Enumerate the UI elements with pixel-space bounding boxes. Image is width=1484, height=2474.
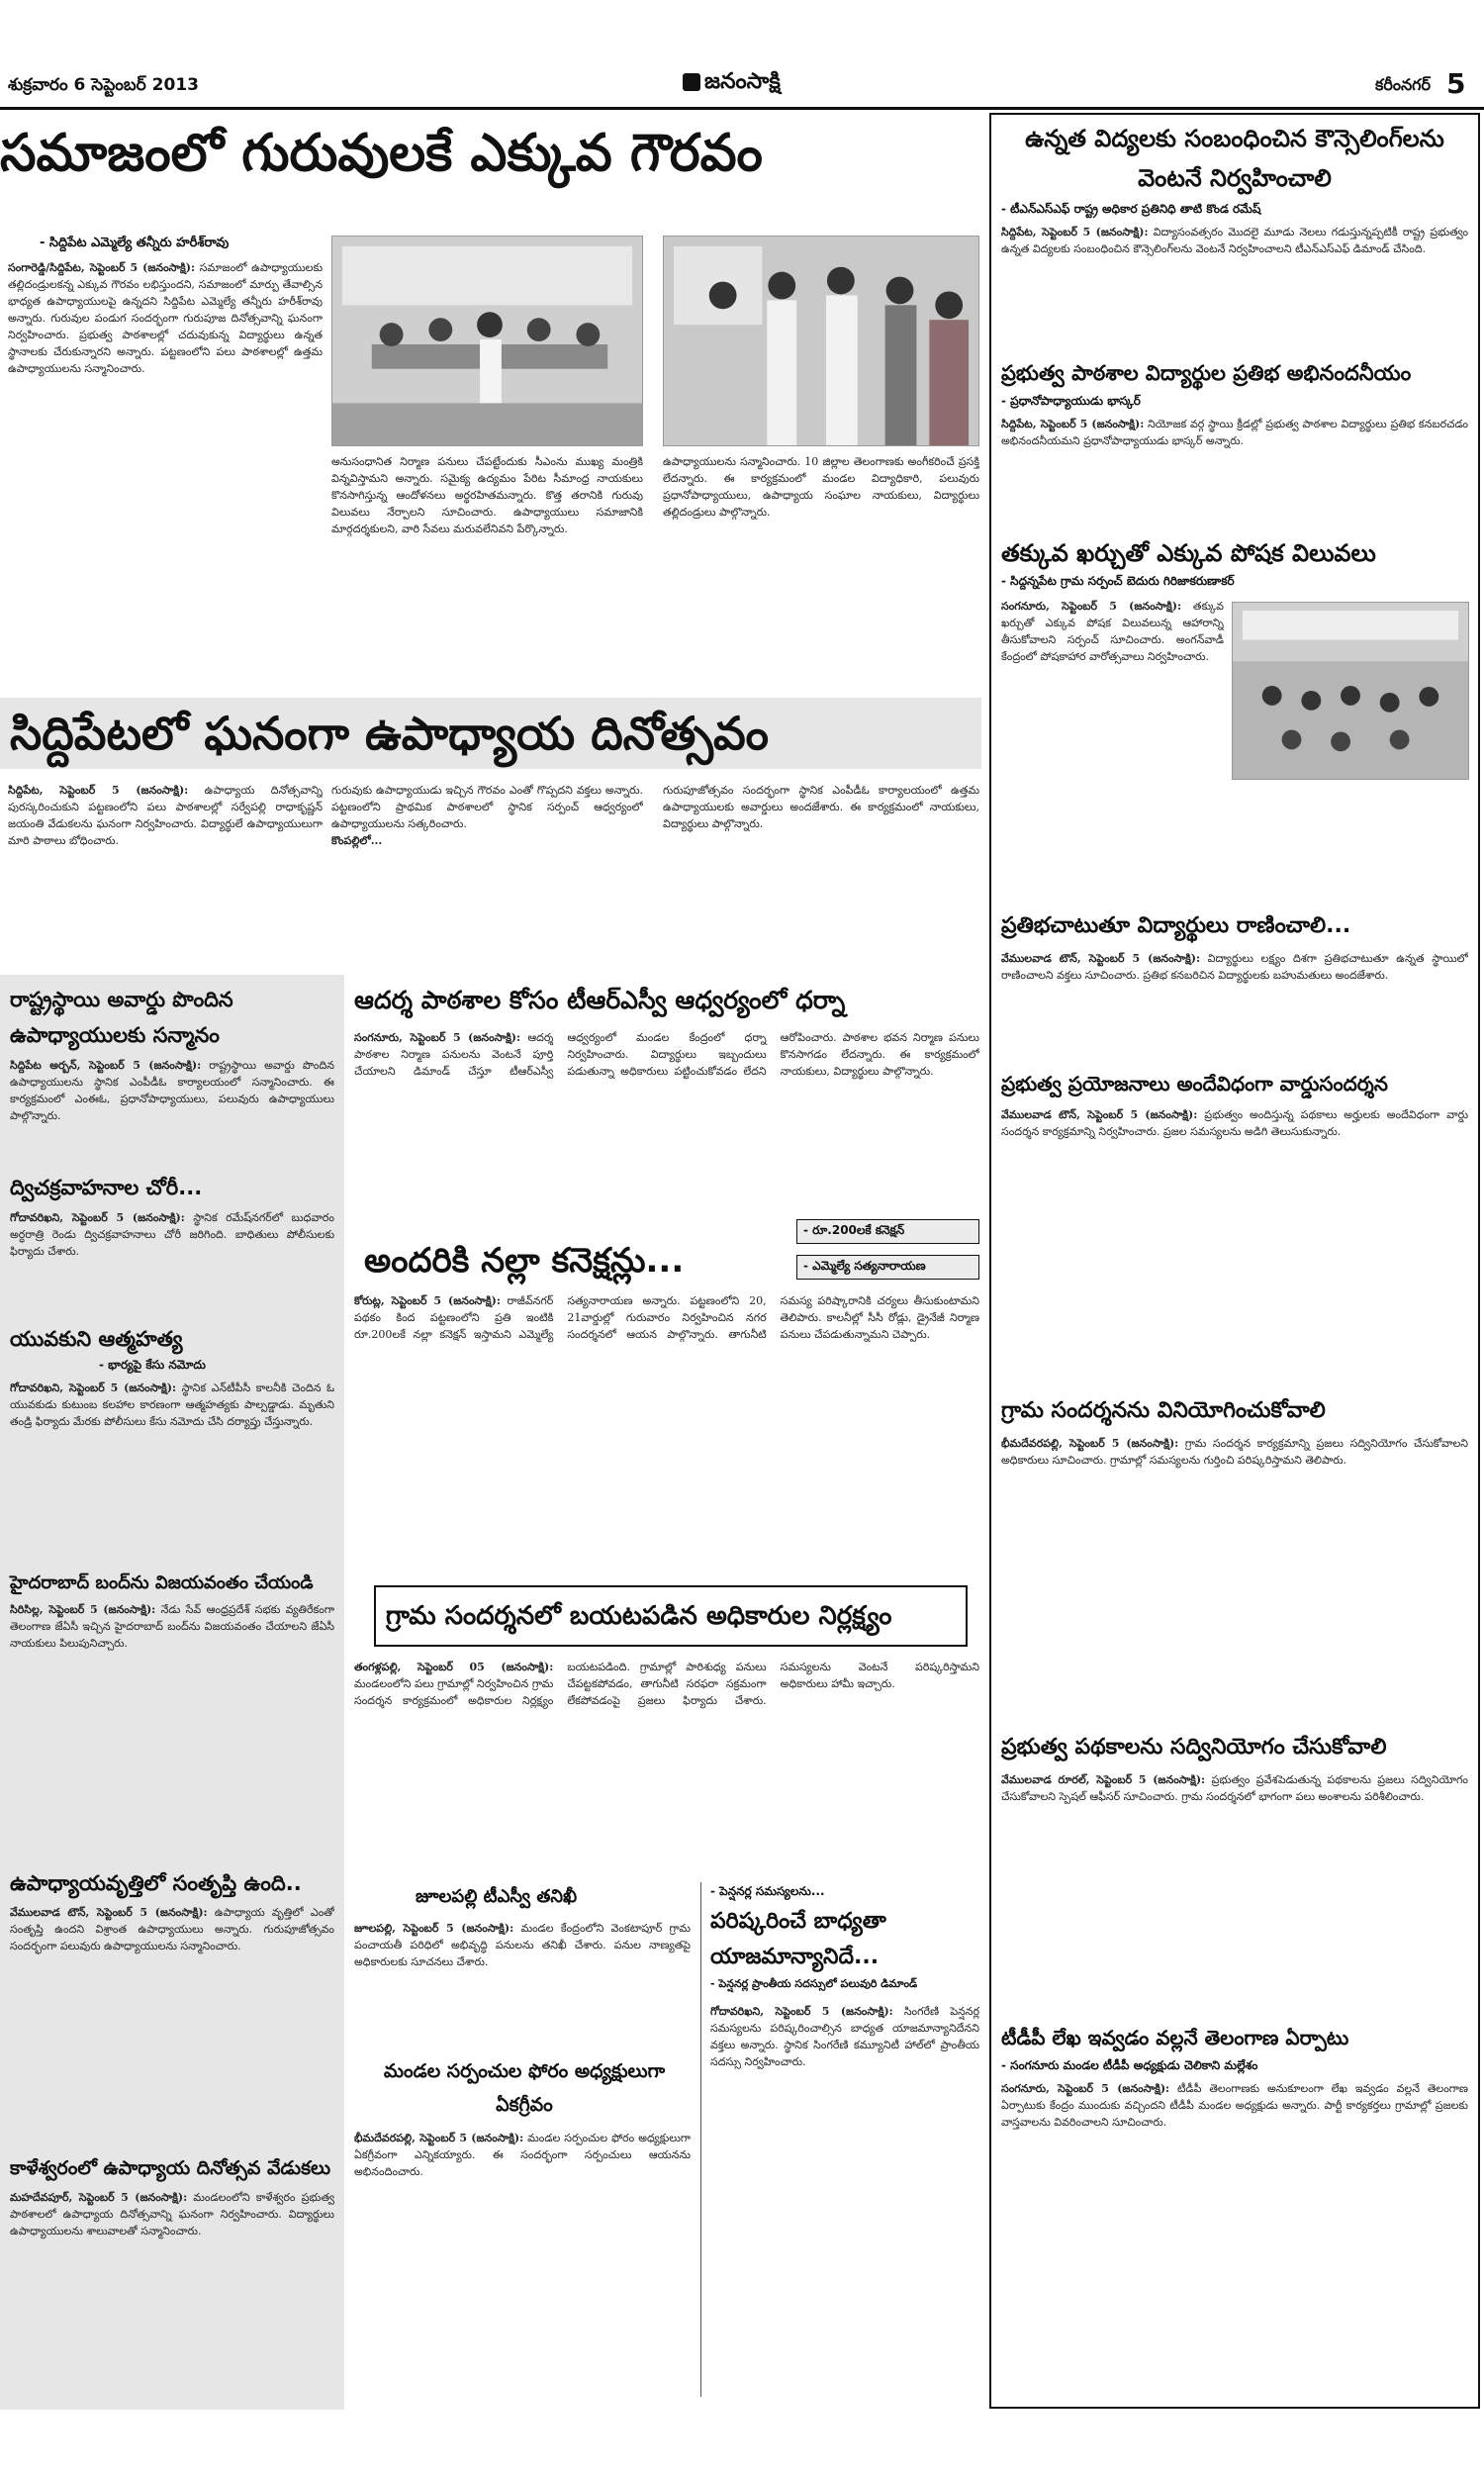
right-s2-body: నియోజక వర్గ స్థాయి క్రీడల్లో ప్రభుత్వ పాఠశాల విద్యార్థులు ప్రతిభ కనబరచడం అభినందనీయమని ప్రధానోపాధ్యాయుడు భాస్కర్ అన్నారు. xyxy=(1001,418,1468,448)
siddipet-body-col1: ఉపాధ్యాయ దినోత్సవాన్ని పురస్కరించుకుని పట్టణంలోని పలు పాఠశాలల్లో సర్వేపల్లి రాధాకృష్ణన్ జయంతి వేడుకలను ఘనంగా నిర్వహించారు. విద్యార్థులే ఉపాధ్యాయులుగా మారి పాఠాలు బోధించారు. xyxy=(8,784,323,848)
left-s6-body: మండలంలోని కాళేశ్వరం ప్రభుత్వ పాఠశాలలో ఉపాధ్యాయ దినోత్సవాన్ని ఘనంగా నిర్వహించారు. విద్యార్థులు ఉపాధ్యాయులను శాలువాలతో సన్మానించారు. xyxy=(10,2191,334,2238)
right-s8-body: టీడీపీ తెలంగాణకు అనుకూలంగా లేఖ ఇవ్వడం వల్లనే తెలంగాణ ఏర్పాటుకు కేంద్రం ముందుకు వచ్చిందని టీడీపీ మండల అధ్యక్షుడు అన్నారు. పార్టీ కార్యకర్తలు గ్రామాల్లో ప్రజలకు వాస్తవాలను వివరించాలని సూచించారు. xyxy=(1001,2082,1468,2130)
right-s3-body: తక్కువ ఖర్చుతో ఎక్కువ పోషక విలువలున్న ఆహారాన్ని తీసుకోవాలని సర్పంచ్ సూచించారు. అంగన్‌వాడీ కేంద్రంలో పోషకాహార వారోత్సవాలు నిర్వహించారు. xyxy=(1001,600,1224,664)
right-s1-byline: - టీఎన్ఎస్ఎఫ్ రాష్ట్ర అధికార ప్రతినిధి తాటి కొండ రమేష్ xyxy=(1001,202,1261,216)
nalla-dateline: కోరుట్ల, సెప్టెంబర్ 5 (జనంసాక్షి): xyxy=(354,1294,501,1307)
bm-s3-headline: పరిష్కరించే బాధ్యతా యాజమాన్యానిదే... xyxy=(710,1909,886,1969)
page-number: 5 xyxy=(1446,67,1466,100)
bm-s2-dateline: భీమదేవరపల్లి, సెప్టెంబర్ 5 (జనంసాక్షి): xyxy=(354,2132,524,2144)
right-s6-headline: గ్రామ సందర్శనను వినియోగించుకోవాలి xyxy=(1001,1398,1326,1423)
right-s3-dateline: సంగనూరు, సెప్టెంబర్ 5 (జనంసాక్షి): xyxy=(1001,600,1182,613)
bm-s3-kicker: - పెన్షనర్ల సమస్యలను... xyxy=(710,1884,825,1898)
dharna-dateline: సంగనూరు, సెప్టెంబర్ 5 (జనంసాక్షి): xyxy=(354,1031,521,1044)
left-s1-headline: రాష్ట్రస్థాయి అవార్డు పొందిన ఉపాధ్యాయులకు సన్మానం xyxy=(10,988,233,1047)
lead-body-col2: అనుసంధానిత నిర్మాణ పనులు చేపట్టేందుకు సీఎంను ముఖ్య మంత్రికి విన్నవిస్తామని అన్నారు. సమైక్య ఉద్యమం పేరిట సీమాంధ్ర నాయకులు కొనసాగిస్తున్న ఆందోళనలు అర్థరహితమన్నారు. కొత్త తరానికి గురువు విలువలు నేర్పాలని సూచించారు. ఉపాధ్యాయులు సమాజానికి మార్గదర్శకులని, వారి సేవలు మరువలేనివని పేర్కొన్నారు. xyxy=(331,455,643,536)
right-s3-photo xyxy=(1232,602,1469,780)
right-s6-body: గ్రామ సందర్శన కార్యక్రమాన్ని ప్రజలు సద్వినియోగం చేసుకోవాలని అధికారులు సూచించారు. గ్రామాల్లో సమస్యలను గుర్తించి పరిష్కరిస్తామని తెలిపారు. xyxy=(1001,1437,1468,1468)
right-s3-byline: - సిద్దన్నపేట గ్రామ సర్పంచ్ బెదురు గిరిజాకరుణాకర్ xyxy=(1001,574,1235,588)
right-s3-headline: తక్కువ ఖర్చుతో ఎక్కువ పోషక విలువలు xyxy=(1001,539,1376,567)
grama-headline: గ్రామ సందర్శనలో బయటపడిన అధికారుల నిర్లక్ష్యం xyxy=(386,1601,892,1631)
paper-logo xyxy=(683,69,781,99)
nalla-headline: అందరికి నల్లా కనెక్షన్లు... xyxy=(364,1241,685,1281)
bm-s3-byline: - పెన్షనర్ల ప్రాంతీయ సదస్సులో పలువురి డిమాండ్ xyxy=(710,1977,918,1990)
left-s3-byline: - భార్యపై కేసు నమోదు xyxy=(99,1358,206,1372)
bm-s1-headline: జూలపల్లి టీఎస్వీ తనిఖీ xyxy=(416,1886,578,1907)
lead-byline: - సిద్దిపేట ఎమ్మెల్యే తన్నీరు హరీశ్‌రావు xyxy=(40,236,230,250)
left-s2-headline: ద్విచక్రవాహనాల చోరీ... xyxy=(10,1176,203,1199)
left-s1-dateline: సిద్దిపేట అర్బన్, సెప్టెంబర్ 5 (జనంసాక్షి): xyxy=(10,1059,202,1072)
siddipet-note: కొంపల్లిలో... xyxy=(331,834,383,848)
lead-photo-2 xyxy=(663,236,979,446)
left-s3-body: స్థానిక ఎన్‌టీపీసీ కాలనీకి చెందిన ఓ యువకుడు కుటుంబ కలహాల కారణంగా ఆత్మహత్యకు పాల్పడ్డాడు. మృతుని తండ్రి ఫిర్యాదు మేరకు పోలీసులు కేసు నమోదు చేసి దర్యాప్తు చేస్తున్నారు. xyxy=(10,1381,334,1429)
left-s4-dateline: సిరిసిల్ల, సెప్టెంబర్ 5 (జనంసాక్షి): xyxy=(10,1603,156,1616)
siddipet-body-col2: గురువుకు ఉపాధ్యాయుడు ఇచ్చిన గౌరవం ఎంతో గొప్పదని వక్తలు అన్నారు. పట్టణంలోని ప్రాథమిక పాఠశాలలో స్థానిక సర్పంచ్ ఆధ్వర్యంలో ఉపాధ్యాయులను సత్కరించారు. xyxy=(331,784,643,831)
right-s2-byline: - ప్రధానోపాధ్యాయుడు భాస్కర్ xyxy=(1001,394,1141,408)
nalla-body: రాజీవ్‌నగర్ పథకం కింద పట్టణంలోని ప్రతి ఇంటికి రూ.200లకే నల్లా కనెక్షన్ ఇస్తామని ఎమ్మెల్యే సత్యనారాయణ అన్నారు. పట్టణంలోని 20, 21వార్డుల్లో గురువారం నిర్వహించిన నగర సందర్శనలో ఆయన పాల్గొన్నారు. తాగునీటి సమస్య పరిష్కారానికి చర్యలు తీసుకుంటామని తెలిపారు. కాలనీల్లో సీసీ రోడ్లు, డ్రైనేజీ నిర్మాణ పనులు చేపడుతున్నామని చెప్పారు. xyxy=(354,1294,979,1342)
siddipet-headline: సిద్దిపేటలో ఘనంగా ఉపాధ్యాయ దినోత్సవం xyxy=(10,707,769,760)
grama-body: మండలంలోని పలు గ్రామాల్లో నిర్వహించిన గ్రామ సందర్శన కార్యక్రమంలో అధికారుల నిర్లక్ష్యం బయటపడింది. గ్రామాల్లో పారిశుధ్య పనులు చేపట్టకపోవడం, తాగునీటి సరఫరా సక్రమంగా లేకపోవడంపై ప్రజలు ఫిర్యాదు చేశారు. సమస్యలను వెంటనే పరిష్కరిస్తామని అధికారులు హామీ ఇచ్చారు. xyxy=(354,1661,979,1708)
left-s6-headline: కాళేశ్వరంలో ఉపాధ్యాయ దినోత్సవ వేడుకలు xyxy=(10,2157,331,2179)
bm-s2-body: మండల సర్పంచుల ఫోరం అధ్యక్షులుగా ఏకగ్రీవంగా ఎన్నికయ్యారు. ఈ సందర్భంగా సర్పంచులు ఆయనను అభినందించారు. xyxy=(354,2132,691,2179)
left-s2-body: స్థానిక రమేష్‌నగర్‌లో బుధవారం అర్ధరాత్రి రెండు ద్విచక్రవాహనాలు చోరీ జరిగింది. బాధితులు పోలీసులకు ఫిర్యాదు చేశారు. xyxy=(10,1211,334,1259)
right-s1-headline: ఉన్నత విద్యలకు సంబంధించిన కౌన్సెలింగ్‌లను వెంటనే నిర్వహించాలి xyxy=(1025,125,1444,192)
dharna-body: ఆదర్శ పాఠశాల నిర్మాణ పనులను వెంటనే పూర్తి చేయాలని డిమాండ్ చేస్తూ టీఆర్ఎస్వీ ఆధ్వర్యంలో మండల కేంద్రంలో ధర్నా నిర్వహించారు. విద్యార్థులు ఇబ్బందులు పడుతున్నా అధికారులు పట్టించుకోవడం లేదని ఆరోపించారు. పాఠశాల భవన నిర్మాణ పనులు కొనసాగడం లేదన్నారు. ఈ కార్యక్రమంలో నాయకులు, విద్యార్థులు పాల్గొన్నారు. xyxy=(354,1031,979,1079)
right-s4-dateline: వేములవాడ టౌన్, సెప్టెంబర్ 5 (జనంసాక్షి): xyxy=(1001,952,1201,965)
left-s5-dateline: వేములవాడ టౌన్, సెప్టెంబర్ 5 (జనంసాక్షి): xyxy=(10,1906,208,1919)
lead-body-col1: సమాజంలో ఉపాధ్యాయులకు తల్లిదండ్రులకన్న ఎక్కువ గౌరవం లభిస్తుందని, సమాజంలో మార్పు తేవాల్సిన భాధ్యత ఉపాధ్యాయులపై ఉన్నదని సిద్దిపేట ఎమ్మెల్యే తన్నీరు హరీశ్‌రావు అన్నారు. గురువుల పండుగ సందర్భంగా గురుపూజ దినోత్సవాన్ని ఘనంగా నిర్వహించారు. ప్రభుత్వ పాఠశాలల్లో చదువుకున్న విద్యార్థులు ఉన్నత స్థానాలకు చేరుకున్నారని అన్నారు. పట్టణంలోని పలు పాఠశాలల్లో ఉత్తమ ఉపాధ్యాయులను సన్మానించారు. xyxy=(8,261,323,376)
right-s5-headline: ప్రభుత్వ ప్రయోజనాలు అందేవిధంగా వార్డుసందర్శన xyxy=(1001,1072,1388,1095)
lead-dateline: సంగారెడ్డి/సిద్దిపేట, సెప్టెంబర్ 5 (జనంసాక్షి): xyxy=(8,261,196,274)
logo-icon xyxy=(683,73,700,91)
right-s4-headline: ప్రతిభచాటుతూ విద్యార్థులు రాణించాలి... xyxy=(1001,913,1351,938)
right-s7-dateline: వేములవాడ రూరల్, సెప్టెంబర్ 5 (జనంసాక్షి): xyxy=(1001,1773,1206,1786)
left-s6-dateline: మహదేవపూర్, సెప్టెంబర్ 5 (జనంసాక్షి): xyxy=(10,2191,188,2204)
lead-body-col3: ఉపాధ్యాయులను సన్మానించారు. 10 జిల్లాల తెలంగాణకు అంగీకరించే ప్రసక్తి లేదన్నారు. ఈ కార్యక్రమంలో మండల విద్యాధికారి, పలువురు ప్రధానోపాధ్యాయులు, ఉపాధ్యాయ సంఘాల నాయకులు, విద్యార్థులు తల్లిదండ్రులు పాల్గొన్నారు. xyxy=(663,455,979,520)
right-s5-body: ప్రభుత్వం అందిస్తున్న పథకాలు అర్హులకు అందేవిధంగా వార్డు సందర్శన కార్యక్రమాన్ని నిర్వహించారు. ప్రజల సమస్యలను అడిగి తెలుసుకున్నారు. xyxy=(1001,1108,1468,1139)
masthead xyxy=(0,67,1484,107)
left-s1-body: రాష్ట్రస్థాయి అవార్డు పొందిన ఉపాధ్యాయులను స్థానిక ఎంపీడీఓ కార్యాలయంలో సన్మానించారు. ఈ కార్యక్రమంలో ఎంఈఓ, ప్రధానోపాధ్యాయులు, పలువురు ఉపాధ్యాయులు పాల్గొన్నారు. xyxy=(10,1059,334,1123)
dharna-headline: ఆదర్శ పాఠశాల కోసం టీఆర్ఎస్వీ ఆధ్వర్యంలో ధర్నా xyxy=(354,986,846,1014)
siddipet-dateline: సిద్దిపేట, సెప్టెంబర్ 5 (జనంసాక్షి): xyxy=(8,784,189,797)
right-s2-dateline: సిద్దిపేట, సెప్టెంబర్ 5 (జనంసాక్షి): xyxy=(1001,418,1145,430)
right-s7-body: ప్రభుత్వం ప్రవేశపెడుతున్న పథకాలను ప్రజలు సద్వినియోగం చేసుకోవాలని స్పెషల్ ఆఫీసర్ సూచించారు. గ్రామ సందర్శనలో భాగంగా పలు అంశాలను పరిశీలించారు. xyxy=(1001,1773,1468,1804)
bm-s3-body: సింగరేణి పెన్షనర్ల సమస్యలను పరిష్కరించాల్సిన బాధ్యత యాజమాన్యానిదేనని వక్తలు అన్నారు. స్థానిక సింగరేణి కమ్యూనిటీ హాల్‌లో ప్రాంతీయ సదస్సు నిర్వహించారు. xyxy=(710,2005,979,2069)
right-s8-dateline: సంగనూరు, సెప్టెంబర్ 5 (జనంసాక్షి): xyxy=(1001,2082,1170,2095)
right-s7-headline: ప్రభుత్వ పథకాలను సద్వినియోగం చేసుకోవాలి xyxy=(1001,1735,1387,1760)
right-s8-byline: - సంగనూరు మండల టీడీపీ అధ్యక్షుడు చెలికాని మల్లేశం xyxy=(1001,2058,1258,2072)
bm-s2-headline: మండల సర్పంచుల ఫోరం అధ్యక్షులుగా ఏకగ్రీవం xyxy=(383,2060,666,2116)
left-s3-headline: యువకుని ఆత్మహత్య xyxy=(10,1327,183,1351)
left-s3-dateline: గోదావరిఖని, సెప్టెంబర్ 5 (జనంసాక్షి): xyxy=(10,1381,177,1394)
masthead-rule xyxy=(0,107,1484,110)
edition-name: కరీంనగర్ xyxy=(1375,75,1432,94)
right-s5-dateline: వేములవాడ టౌన్, సెప్టెంబర్ 5 (జనంసాక్షి): xyxy=(1001,1108,1198,1121)
bm-s3-dateline: గోదావరిఖని, సెప్టెంబర్ 5 (జనంసాక్షి): xyxy=(710,2005,893,2018)
right-s1-body: విద్యాసంవత్సరం మొదలై మూడు నెలలు గడుస్తున్నప్పటికీ రాష్ట్ర ప్రభుత్వం ఉన్నత విద్యలకు సంబంధించిన కౌన్సెలింగ్‌లను వెంటనే నిర్వహించాలని టీఎన్ఎస్ఎఫ్ డిమాండ్ చేసింది. xyxy=(1001,226,1468,256)
lead-headline: సమాజంలో గురువులకే ఎక్కువ గౌరవం xyxy=(0,124,763,183)
grama-dateline: తంగళ్లపల్లి, సెప్టెంబర్ 05 (జనంసాక్షి): xyxy=(354,1661,554,1673)
masthead-date: శుక్రవారం 6 సెప్టెంబర్ 2013 xyxy=(8,75,199,95)
left-s4-headline: హైదరాబాద్ బంద్‌ను విజయవంతం చేయండి xyxy=(10,1572,314,1593)
right-s2-headline: ప్రభుత్వ పాఠశాల విద్యార్థుల ప్రతిభ అభినందనీయం xyxy=(1001,361,1412,385)
right-s8-headline: టీడీపీ లేఖ ఇవ్వడం వల్లనే తెలంగాణ ఏర్పాటు xyxy=(1001,2026,1349,2049)
left-s2-dateline: గోదావరిఖని, సెప్టెంబర్ 5 (జనంసాక్షి): xyxy=(10,1211,185,1224)
left-s4-body: నేడు సేవ్ ఆంధ్రప్రదేశ్ సభకు వ్యతిరేకంగా తెలంగాణ జేఏసీ ఇచ్చిన హైదరాబాద్ బంద్‌ను విజయవంతం చేయాలని జేఏసీ నాయకులు పిలుపునిచ్చారు. xyxy=(10,1603,334,1651)
right-s4-body: విద్యార్థులు లక్ష్యం దిశగా ప్రతిభచాటుతూ ఉన్నత స్థాయిలో రాణించాలని వక్తలు సూచించారు. ప్రతిభ కనబరిచిన విద్యార్థులకు బహుమతులు అందజేశారు. xyxy=(1001,952,1468,983)
paper-name: జనంసాక్షి xyxy=(704,69,781,94)
bm-s1-dateline: జూలపల్లి, సెప్టెంబర్ 5 (జనంసాక్షి): xyxy=(354,1922,514,1935)
left-s5-body: ఉపాధ్యాయ వృత్తిలో ఎంతో సంతృప్తి ఉందని విశ్రాంత ఉపాధ్యాయులు అన్నారు. గురుపూజోత్సవం సందర్భంగా పలువురు ఉపాధ్యాయులను సన్మానించారు. xyxy=(10,1906,334,1953)
right-s1-dateline: సిద్దిపేట, సెప్టెంబర్ 5 (జనంసాక్షి): xyxy=(1001,226,1149,238)
right-s6-dateline: భీమదేవరపల్లి, సెప్టెంబర్ 5 (జనంసాక్షి): xyxy=(1001,1437,1179,1450)
siddipet-body-col3: గురుపూజోత్సవం సందర్భంగా స్థానిక ఎంపీడీఓ కార్యాలయంలో ఉత్తమ ఉపాధ్యాయులకు అవార్డులు అందజేశారు. ఈ కార్యక్రమంలో నాయకులు, విద్యార్థులు పాల్గొన్నారు. xyxy=(663,784,979,831)
bottom-mid-divider xyxy=(700,1882,701,2397)
bm-s1-body: మండల కేంద్రంలోని వెంకటాపూర్ గ్రామ పంచాయతీ పరిధిలో అభివృద్ధి పనులను తనిఖీ చేశారు. పనుల నాణ్యతపై అధికారులకు సూచనలు చేశారు. xyxy=(354,1922,691,1969)
nalla-tag-1: - రూ.200లకే కనెక్షన్ xyxy=(796,1219,979,1244)
left-s5-headline: ఉపాధ్యాయవృత్తిలో సంతృప్తి ఉంది.. xyxy=(10,1871,302,1895)
nalla-tag-2: - ఎమ్మెల్యే సత్యనారాయణ xyxy=(796,1255,979,1280)
lead-photo-1 xyxy=(331,236,643,446)
